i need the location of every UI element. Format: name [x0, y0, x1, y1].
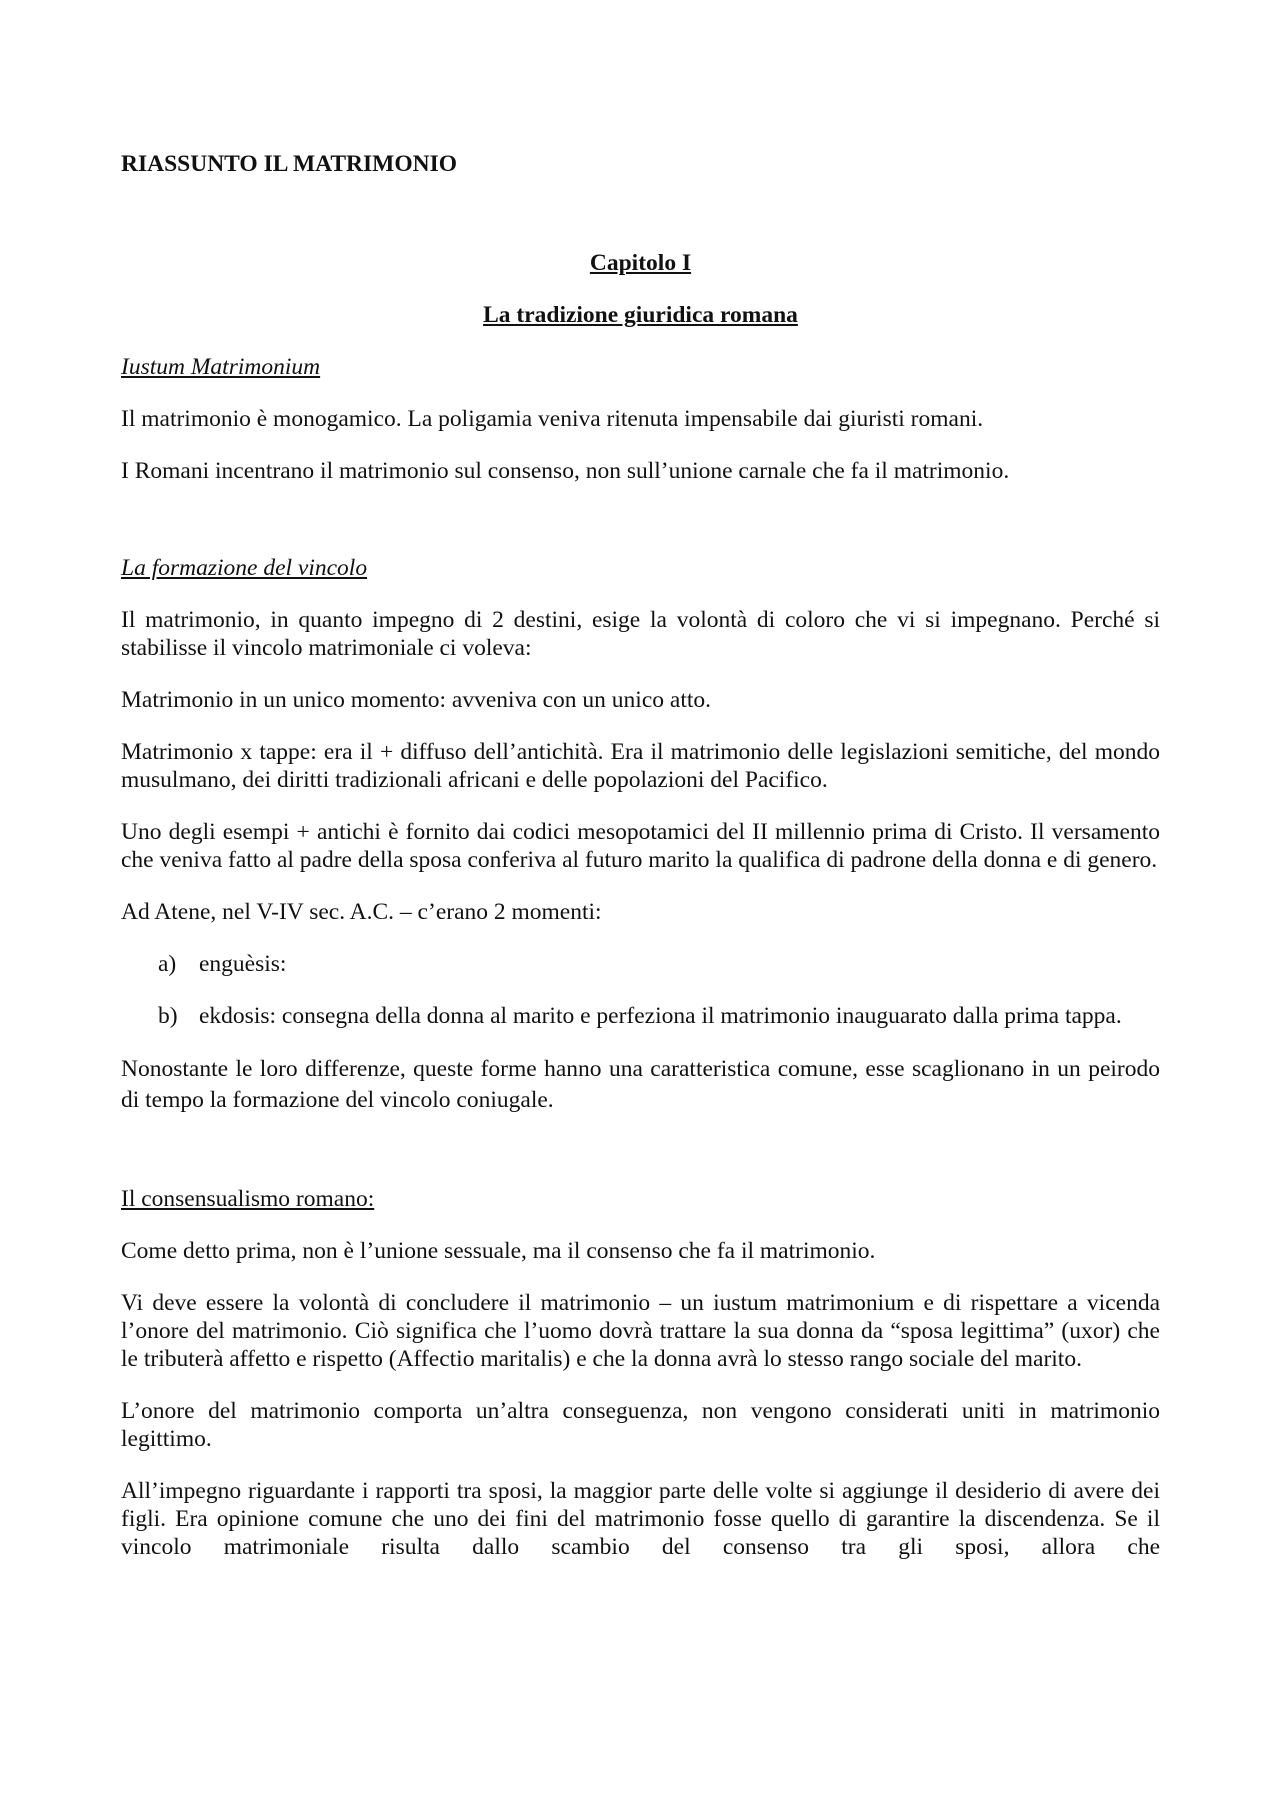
section-heading-formazione: La formazione del vincolo [121, 555, 368, 581]
paragraph: Matrimonio x tappe: era il + diffuso dell’antichità. Era il matrimonio delle legislazioni semitiche, del mondo musulmano, dei diritti tradizionali africani e delle popolazioni del Pacifico. [121, 739, 1160, 793]
paragraph: Ad Atene, nel V-IV sec. A.C. – c’erano 2 momenti: [121, 899, 602, 925]
section-heading-iustum: Iustum Matrimonium [121, 354, 321, 380]
paragraph: All’impegno riguardante i rapporti tra sposi, la maggior parte delle volte si aggiunge il desiderio di avere dei figli. Era opinione comune che uno dei fini del matrimonio fosse quello di garantire la discendenza. Se il vincolo matrimoniale risulta dallo scambio del consenso tra gli sposi, allora che [121, 1478, 1160, 1560]
paragraph: Vi deve essere la volontà di concludere il matrimonio – un iustum matrimonium e di rispettare a vicenda l’onore del matrimonio. Ciò significa che l’uomo dovrà trattare la sua donna da “sposa legittima” (uxor) che le tributerà affetto e rispetto (Affectio maritalis) e che la donna avrà lo stesso rango sociale del marito. [121, 1290, 1160, 1372]
list-marker: b) [158, 1003, 178, 1029]
list-item-text: enguèsis: [199, 951, 287, 977]
section-heading-consensualismo: Il consensualismo romano: [121, 1186, 375, 1212]
paragraph: Come detto prima, non è l’unione sessuale, ma il consenso che fa il matrimonio. [121, 1238, 876, 1264]
list-item-text: ekdosis: consegna della donna al marito e perfeziona il matrimonio inauguarato dalla prima tappa. [199, 1003, 1122, 1029]
document-title: RIASSUNTO IL MATRIMONIO [121, 151, 458, 177]
moments-list [121, 950, 1160, 1030]
paragraph: I Romani incentrano il matrimonio sul consenso, non sull’unione carnale che fa il matrimonio. [121, 458, 1010, 484]
list-item [121, 950, 1160, 978]
chapter-subtitle: La tradizione giuridica romana [483, 302, 798, 328]
list-marker: a) [158, 951, 177, 977]
document-page [121, 150, 1160, 1561]
paragraph: Nonostante le loro differenze, queste forme hanno una caratteristica comune, esse scaglionano in un peirodo di tempo la formazione del vincolo coniugale. [121, 1056, 1160, 1113]
paragraph: Matrimonio in un unico momento: avveniva con un unico atto. [121, 687, 712, 713]
paragraph: Uno degli esempi + antichi è fornito dai codici mesopotamici del II millennio prima di Cristo. Il versamento che veniva fatto al padre della sposa conferiva al futuro marito la qualifica di padrone della donna e di genero. [121, 819, 1160, 873]
paragraph: Il matrimonio, in quanto impegno di 2 destini, esige la volontà di coloro che vi si impegnano. Perché si stabilisse il vincolo matrimoniale ci voleva: [121, 607, 1160, 661]
paragraph: Il matrimonio è monogamico. La poligamia veniva ritenuta impensabile dai giuristi romani. [121, 406, 984, 432]
chapter-title: Capitolo I [589, 250, 692, 276]
list-item [121, 1002, 1160, 1030]
paragraph: L’onore del matrimonio comporta un’altra conseguenza, non vengono considerati uniti in matrimonio legittimo. [121, 1398, 1160, 1452]
